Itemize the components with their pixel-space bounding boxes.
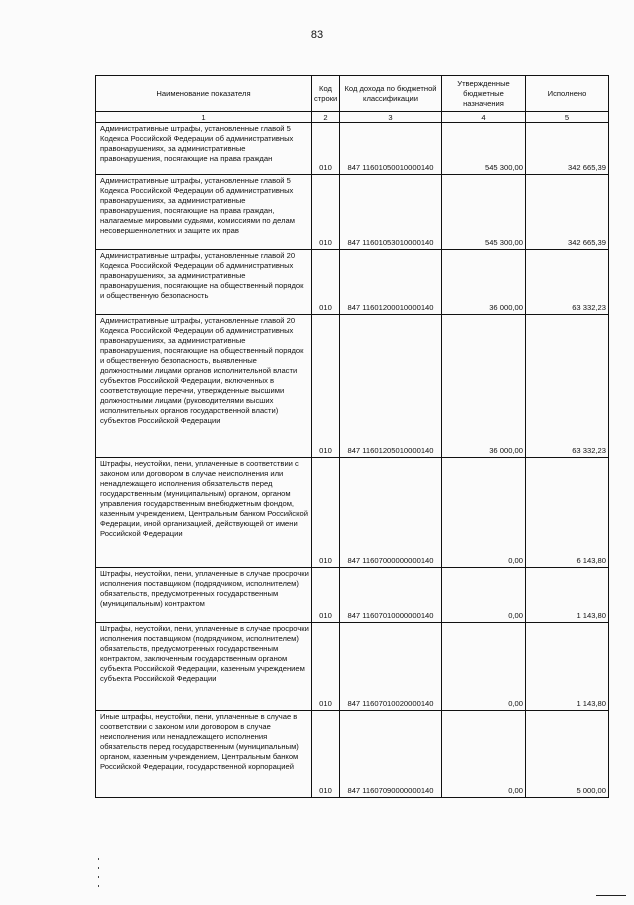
income-code: 847 11607090000000140 [340,711,442,798]
executed-amount: 5 000,00 [526,711,609,798]
row-code: 010 [312,711,340,798]
row-code: 010 [312,623,340,711]
indicator-name: Штрафы, неустойки, пени, уплаченные в случае просрочки исполнения поставщиком (подрядчиком, исполнителем) обязательств, предусмотренных государственным контрактом, заключенным государственным органом субъекта Российской Федерации, казенным учреждением субъекта Российской Федерации [96,623,312,711]
header-code: Код строки [312,76,340,112]
row-code: 010 [312,315,340,458]
indicator-name: Иные штрафы, неустойки, пени, уплаченные в случае в соответствии с законом или договором в случае неисполнения или ненадлежащего исполнения обязательств перед государственным (муниципальным) органом, казенным учреждением, Центральным банком Российской Федерации, государственной корпорацией [96,711,312,798]
approved-amount: 0,00 [442,711,526,798]
row-code: 010 [312,568,340,623]
executed-amount: 1 143,80 [526,623,609,711]
approved-amount: 0,00 [442,458,526,568]
approved-amount: 545 300,00 [442,175,526,250]
income-code: 847 11601205010000140 [340,315,442,458]
table-row [96,175,609,250]
column-number-row [96,112,609,123]
report-table [95,75,609,798]
column-number: 2 [312,112,340,123]
income-code: 847 11601053010000140 [340,175,442,250]
income-code: 847 11601200010000140 [340,250,442,315]
executed-amount: 6 143,80 [526,458,609,568]
column-number: 3 [340,112,442,123]
executed-amount: 342 665,39 [526,123,609,175]
row-code: 010 [312,250,340,315]
table-row [96,623,609,711]
executed-amount: 63 332,23 [526,315,609,458]
approved-amount: 36 000,00 [442,250,526,315]
column-number: 4 [442,112,526,123]
approved-amount: 545 300,00 [442,123,526,175]
table-row [96,250,609,315]
indicator-name: Административные штрафы, установленные главой 20 Кодекса Российской Федерации об административных правонарушениях, за административные правонарушения, посягающие на общественный порядок и общественную безопасность, выявленные должностными лицами органов исполнительной власти субъектов Российской Федерации, включенных в соответствующие перечни, утвержденные высшими должностными лицами (руководителями высших исполнительных органов государственной власти) субъектов Российской Федерации [96,315,312,458]
table-row [96,315,609,458]
header-row [96,76,609,112]
table-row [96,458,609,568]
row-code: 010 [312,175,340,250]
executed-amount: 342 665,39 [526,175,609,250]
indicator-name: Административные штрафы, установленные главой 5 Кодекса Российской Федерации об административных правонарушениях, за административные правонарушения, посягающие на права граждан [96,123,312,175]
footer-rule [596,895,626,896]
indicator-name: Административные штрафы, установленные главой 20 Кодекса Российской Федерации об административных правонарушениях, за административные правонарушения, посягающие на общественный порядок и общественную безопасность [96,250,312,315]
indicator-name: Административные штрафы, установленные главой 5 Кодекса Российской Федерации об административных правонарушениях, за административные правонарушения, посягающие на права граждан, налагаемые мировыми судьями, комиссиями по делам несовершеннолетних и защите их прав [96,175,312,250]
margin-marks [98,858,100,894]
table-row [96,568,609,623]
approved-amount: 0,00 [442,623,526,711]
column-number: 1 [96,112,312,123]
executed-amount: 1 143,80 [526,568,609,623]
approved-amount: 36 000,00 [442,315,526,458]
table-row [96,123,609,175]
income-code: 847 11607010020000140 [340,623,442,711]
income-code: 847 11601050010000140 [340,123,442,175]
income-code: 847 11607000000000140 [340,458,442,568]
header-name: Наименование показателя [96,76,312,112]
approved-amount: 0,00 [442,568,526,623]
header-kbk: Код дохода по бюджетной классификации [340,76,442,112]
executed-amount: 63 332,23 [526,250,609,315]
indicator-name: Штрафы, неустойки, пени, уплаченные в случае просрочки исполнения поставщиком (подрядчиком, исполнителем) обязательств, предусмотренных государственным (муниципальным) контрактом [96,568,312,623]
page-number: 83 [310,29,324,41]
header-approved: Утвержденные бюджетные назначения [442,76,526,112]
header-executed: Исполнено [526,76,609,112]
row-code: 010 [312,458,340,568]
indicator-name: Штрафы, неустойки, пени, уплаченные в соответствии с законом или договором в случае неисполнения или ненадлежащего исполнения обязательств перед государственным (муниципальным) органом, органом управления государственным внебюджетным фондом, казенным учреждением, Центральным банком Российской Федерации, иной организацией, действующей от имени Российской Федерации [96,458,312,568]
income-code: 847 11607010000000140 [340,568,442,623]
row-code: 010 [312,123,340,175]
table-row [96,711,609,798]
column-number: 5 [526,112,609,123]
